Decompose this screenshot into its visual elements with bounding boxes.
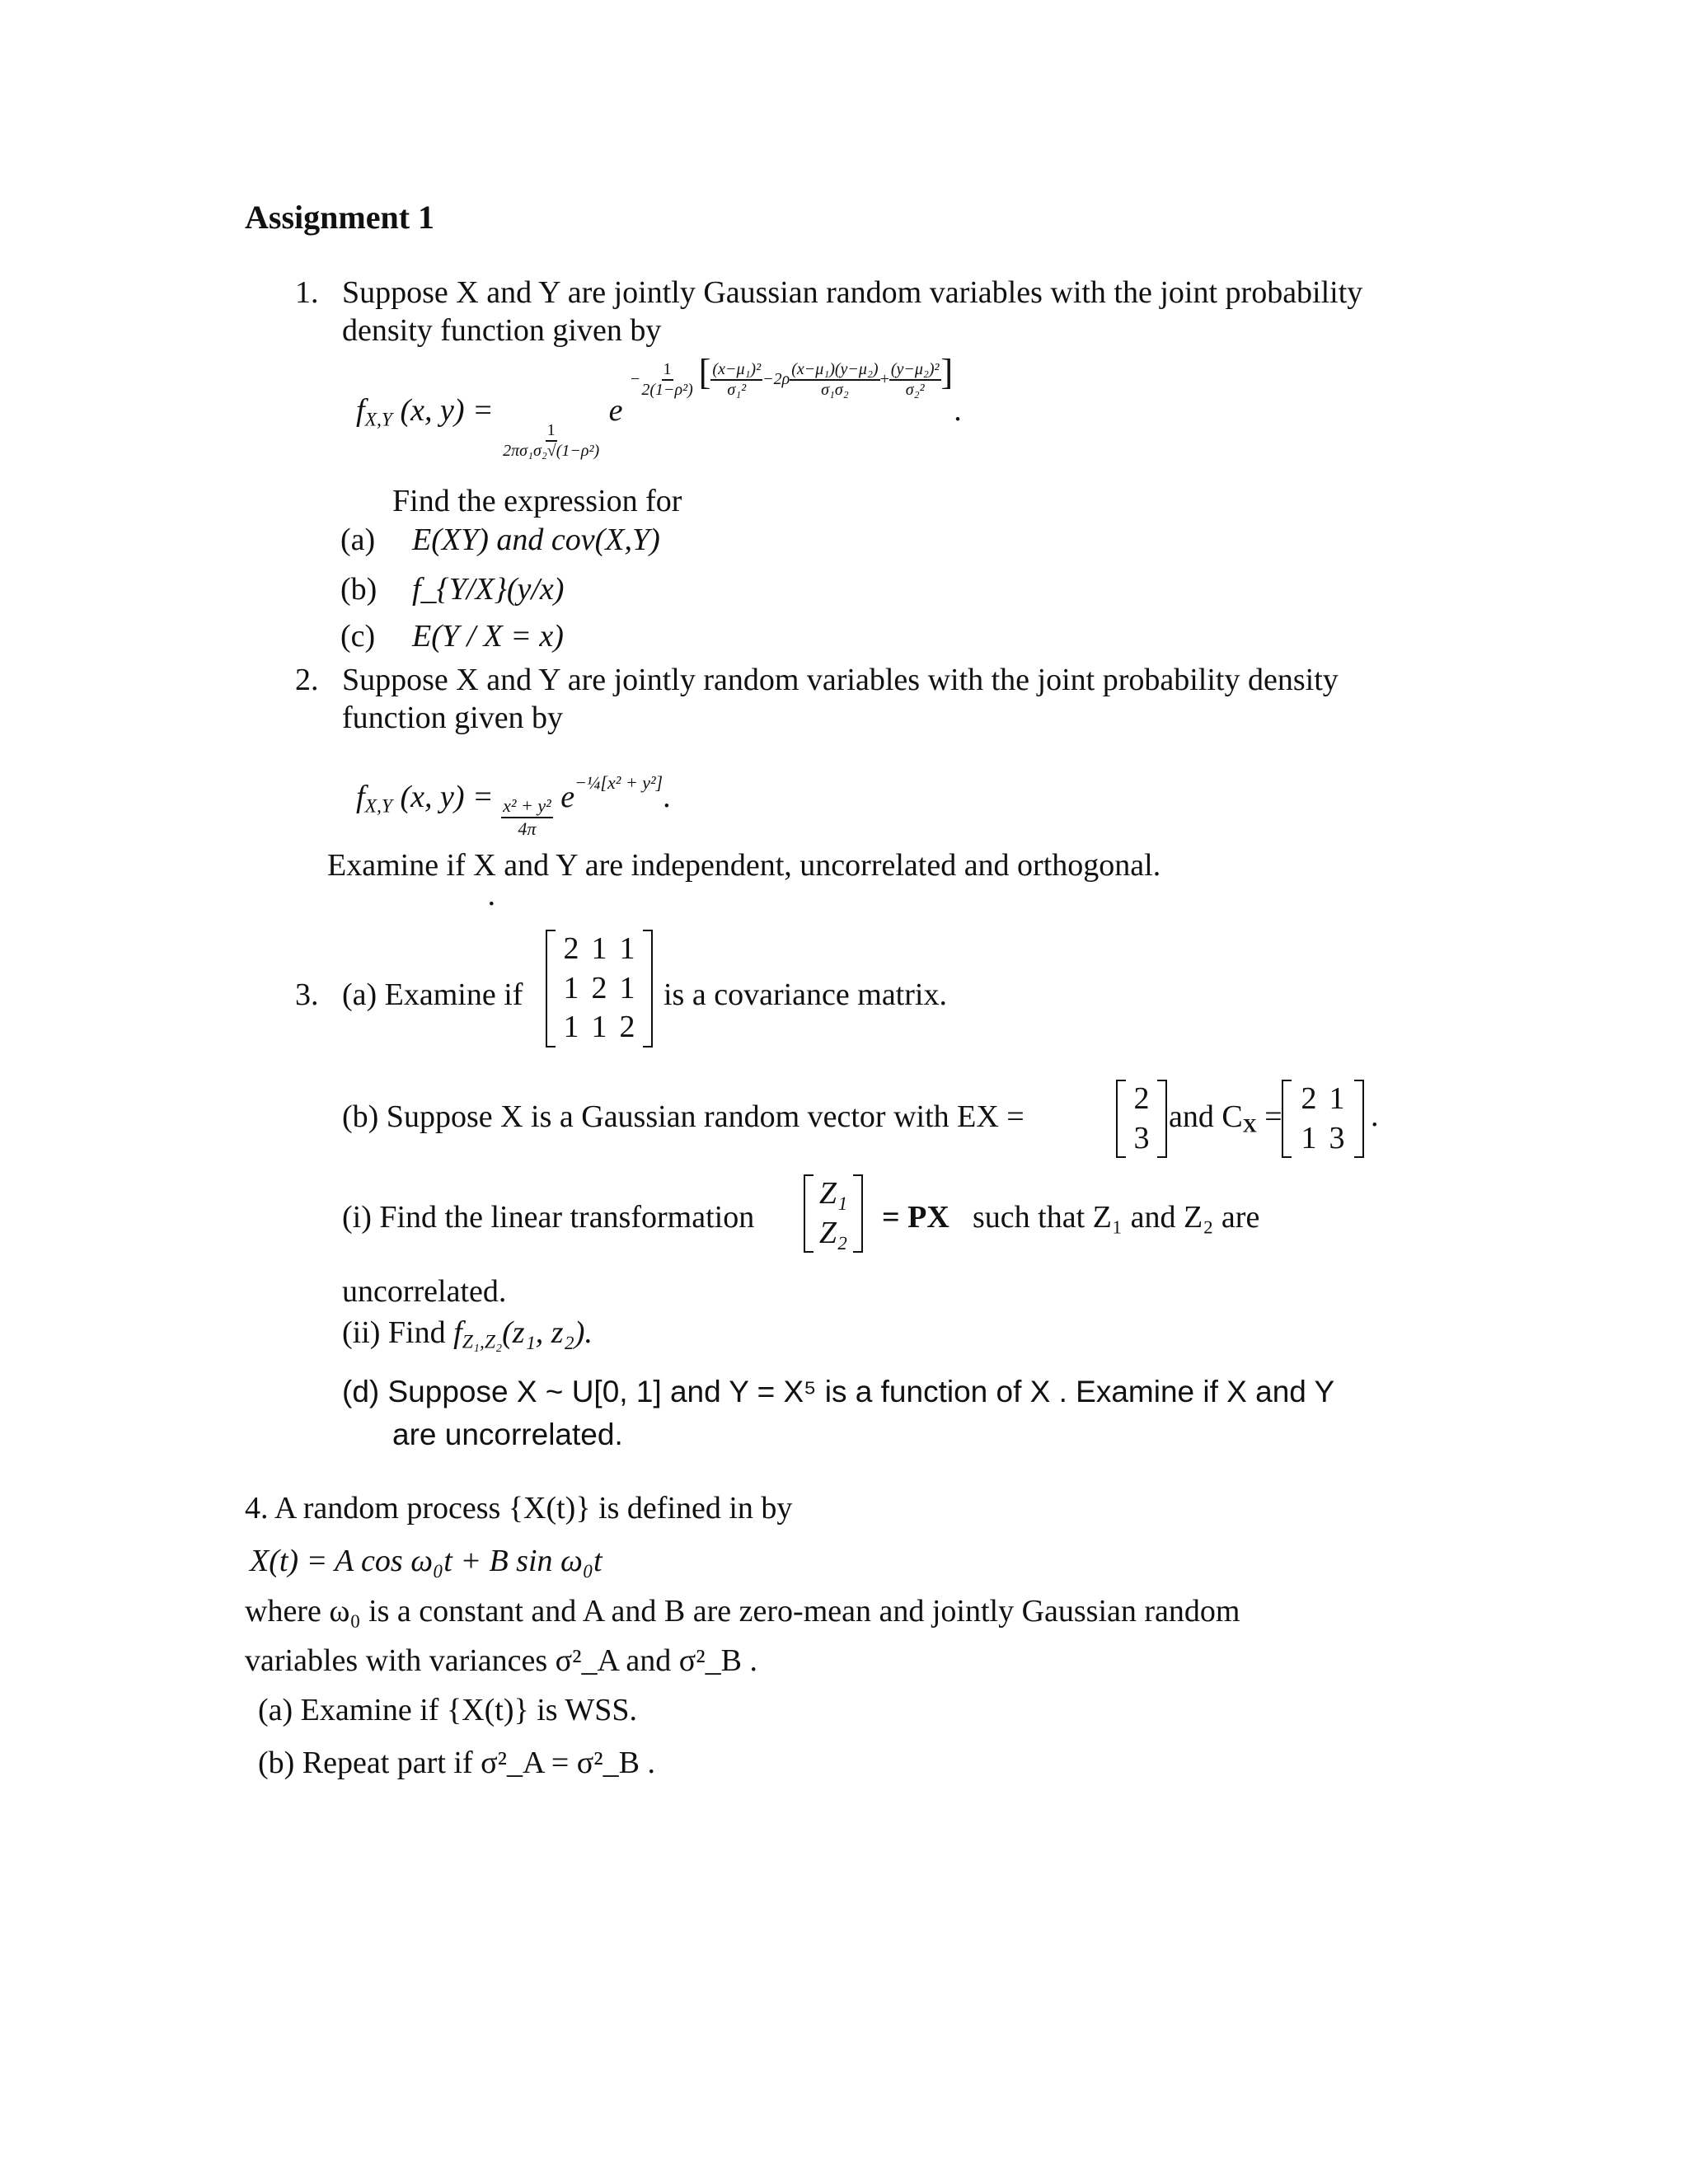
q1-exp-t2-num: (x−μ₁)(y−μ₂) xyxy=(790,360,879,381)
matrix-a-cell: 2 xyxy=(619,1010,635,1044)
q4-line3: where ω₀ is a constant and A and B are zero-mean and jointly Gaussian random xyxy=(245,1594,1240,1629)
matrix-a-cell: 1 xyxy=(591,931,607,966)
q3-mean-vector xyxy=(1116,1080,1167,1158)
q1-part-a-label: (a) xyxy=(340,523,376,557)
cov-cell: 1 xyxy=(1329,1081,1345,1116)
q1-exp-outer-den: 2(1−ρ²) xyxy=(641,381,693,400)
q1-exp-term3 xyxy=(889,360,941,400)
q3-ii-text: (ii) Find xyxy=(342,1315,446,1350)
q3-a-suffix: is a covariance matrix. xyxy=(663,977,947,1012)
q1-part-b-text: f_{Y/X}(y/x) xyxy=(412,572,565,607)
q2-pdf-args: (x, y) = xyxy=(400,780,494,814)
q3-b-and-text: and C xyxy=(1169,1099,1243,1134)
q2-line1: Suppose X and Y are jointly random variables with the joint probability density xyxy=(342,663,1339,697)
q3-ii-args: (z₁, z₂). xyxy=(502,1315,593,1350)
q1-line2: density function given by xyxy=(342,313,662,348)
matrix-a-cell: 2 xyxy=(563,931,579,966)
q1-exp-outer xyxy=(640,360,694,400)
q1-part-b-label: (b) xyxy=(340,572,377,607)
q1-coef-num: 1 xyxy=(546,421,557,442)
q1-line1: Suppose X and Y are jointly Gaussian random variables with the joint probability xyxy=(342,275,1363,310)
z-cell: Z₂ xyxy=(818,1215,848,1250)
q2-pdf-equation: $f_{X,Y}$ (x, y) = $\frac{\text{x² + y²}}{4\pi}$ $e^{-\frac{1}{4}[x^2 + y^2]}$. xyxy=(356,772,671,839)
q1-coef-den: 2πσ₁σ₂√(1−ρ²) xyxy=(503,442,600,460)
q3-z-vector xyxy=(804,1174,863,1253)
q3-b-and xyxy=(1169,1099,1282,1137)
q3-matrix-a xyxy=(546,930,653,1047)
q1-pdf-lhs: f xyxy=(356,393,365,428)
q1-pdf-equation: $f_{X,Y}$ (x, y) = $\frac{1}{\text{2πσ₁σ₂√(1−ρ²)}}$ e $^{- \frac{1}{\text{2(1−ρ²)}} [ \frac{\text{(x−μ₁)²}}{\text{σ₁²}} -2\rho \frac{\text{(x−μ₁)(y−μ₂)}}{\text{σ₁σ₂}} + \frac{\text{(y−μ₂)²}}{\text{σ₂²}} ]}$ . xyxy=(356,352,962,460)
q3-i-cont: uncorrelated. xyxy=(342,1274,507,1309)
q3-b-and-sub: X xyxy=(1242,1115,1257,1137)
q4-line1: 4. A random process {X(t)} is defined in by xyxy=(245,1491,793,1526)
q4-part-a: (a) Examine if {X(t)} is WSS. xyxy=(258,1693,638,1727)
matrix-a-cell: 1 xyxy=(619,970,635,1005)
q3-ii-f: f xyxy=(453,1315,462,1350)
q4-line4: variables with variances σ²_A and σ²_B . xyxy=(245,1643,757,1678)
q2-pdf-lhs: f xyxy=(356,780,365,814)
q1-coefficient xyxy=(501,421,601,461)
q3-cov-matrix: 2 1 1 3 . xyxy=(1282,1080,1379,1158)
matrix-a-cell: 1 xyxy=(619,931,635,966)
q1-exp-mid: −2ρ xyxy=(762,370,790,388)
q2-exponent: −¼[x² + y²] xyxy=(574,772,663,793)
q3-i-suffix: such that Z₁ and Z₂ are xyxy=(973,1200,1260,1235)
mean-vector xyxy=(1116,1080,1167,1158)
covariance-matrix-3x3 xyxy=(546,930,653,1047)
q1-exp-term1 xyxy=(710,360,762,400)
q3-d-line1: (d) Suppose X ~ U[0, 1] and Y = X⁵ is a function of X . Examine if X and Y xyxy=(342,1375,1335,1408)
q1-pdf-args: (x, y) = xyxy=(400,393,494,428)
z-cell: Z₁ xyxy=(818,1176,848,1211)
q1-exp-t1-num: (x−μ₁)² xyxy=(710,360,762,381)
q3-i-text: (i) Find the linear transformation xyxy=(342,1200,755,1235)
q2-number: 2. xyxy=(295,663,319,697)
matrix-a-cell: 1 xyxy=(563,970,579,1005)
q1-exp-t2-den: σ₁σ₂ xyxy=(821,381,849,400)
q1-exp-t3-num: (y−μ₂)² xyxy=(889,360,941,381)
matrix-a-cell: 1 xyxy=(591,1010,607,1044)
q3-b-eq: = xyxy=(1264,1099,1282,1134)
q3-d-line2: are uncorrelated. xyxy=(392,1418,623,1451)
q4-line2: X(t) = A cos ω₀t + B sin ω₀t xyxy=(250,1544,603,1578)
q1-exp-t1-den: σ₁² xyxy=(727,381,747,400)
mean-cell: 2 xyxy=(1133,1081,1150,1116)
q1-exp-term2 xyxy=(790,360,879,400)
page-title: Assignment 1 xyxy=(245,199,435,236)
q3-i-eq: = PX xyxy=(882,1200,950,1235)
q1-exp-outer-num: 1 xyxy=(662,360,673,381)
q2-frac-den: 4π xyxy=(518,818,537,839)
covariance-matrix-2x2 xyxy=(1282,1080,1364,1158)
q1-part-c-label: (c) xyxy=(340,619,376,654)
q4-part-b: (b) Repeat part if σ²_A = σ²_B . xyxy=(258,1746,655,1780)
z-vector xyxy=(804,1174,863,1253)
q2-line2: function given by xyxy=(342,701,564,735)
q2-pdf-lhs-sub: X,Y xyxy=(364,795,392,818)
q1-exp-t3-den: σ₂² xyxy=(905,381,925,400)
q1-exponent: − 1 2(1−ρ²) [ (x−μ₁)² σ₁² −2ρ (x−μ₁)(y−μ₂) σ₁σ₂ + (y−μ₂)² σ₂² ] xyxy=(631,352,954,400)
q1-part-a-text: E(XY) and cov(X,Y) xyxy=(412,523,660,557)
q3-b-text: (b) Suppose X is a Gaussian random vector with EX = xyxy=(342,1099,1025,1134)
q1-exp-plus: + xyxy=(879,370,889,388)
q3-number: 3. xyxy=(295,977,319,1012)
q3-ii-sub: Z₁,Z₂ xyxy=(462,1331,503,1353)
q2-frac-num: x² + y² xyxy=(501,795,553,818)
cov-cell: 2 xyxy=(1301,1081,1317,1116)
matrix-a-cell: 2 xyxy=(591,970,607,1005)
q3-ii xyxy=(342,1315,593,1352)
stray-dot: · xyxy=(486,887,497,921)
q1-pdf-lhs-sub: X,Y xyxy=(364,409,392,431)
q1-exp-base: e xyxy=(608,393,623,428)
q1-part-c-text: E(Y / X = x) xyxy=(412,619,564,654)
q1-number: 1. xyxy=(295,275,319,310)
cov-cell: 3 xyxy=(1329,1120,1345,1155)
cov-cell: 1 xyxy=(1301,1120,1317,1155)
q2-exp-base: e xyxy=(560,780,575,814)
q2-examine: Examine if X and Y are independent, uncorrelated and orthogonal. xyxy=(327,848,1161,883)
q2-fraction xyxy=(501,795,553,840)
q1-find: Find the expression for xyxy=(392,484,682,518)
matrix-a-cell: 1 xyxy=(563,1010,579,1044)
q3-a-prefix: (a) Examine if xyxy=(342,977,523,1012)
mean-cell: 3 xyxy=(1133,1120,1150,1155)
